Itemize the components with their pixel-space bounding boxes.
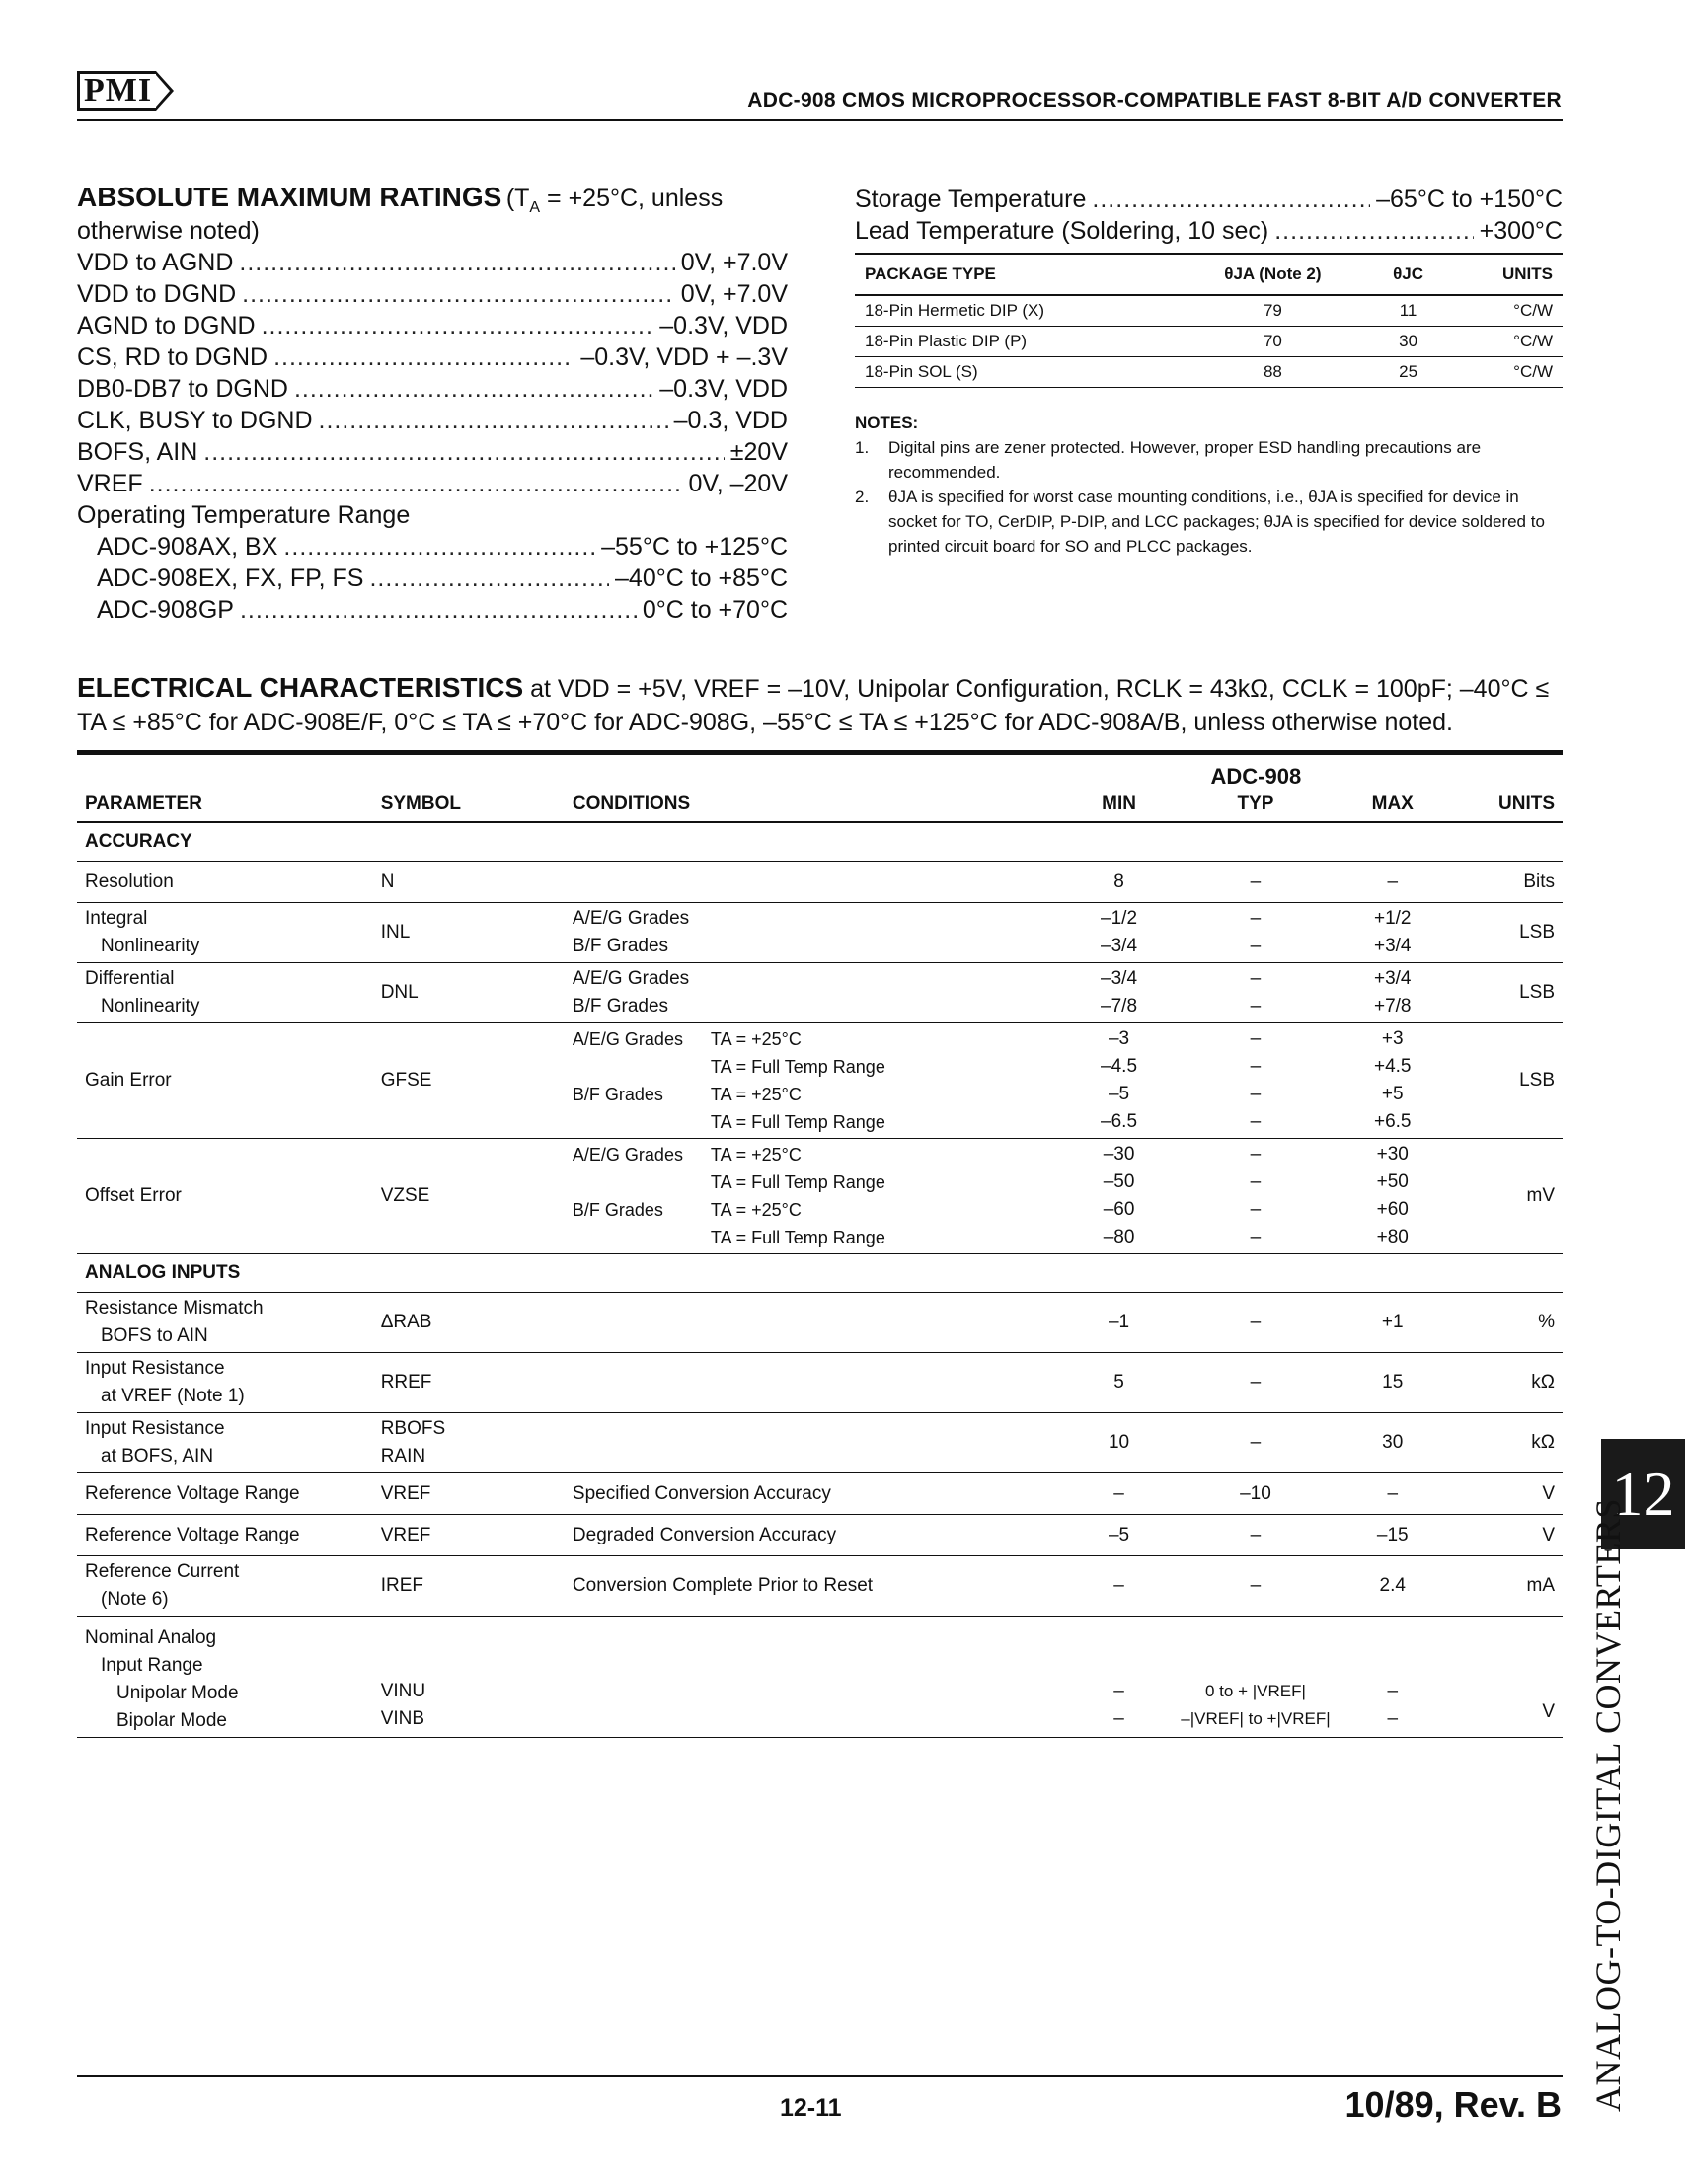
- rating-row: [77, 278, 788, 310]
- section-side-title: ANALOG-TO-DIGITAL CONVERTERS: [1588, 1498, 1628, 2112]
- table-row: [77, 1556, 1563, 1617]
- temp-condition: TA = Full Temp Range: [710, 1172, 885, 1192]
- param: Input Resistance: [85, 1418, 225, 1439]
- min: –: [1065, 1556, 1173, 1617]
- symbol: IREF: [373, 1556, 565, 1617]
- rating-row: [77, 436, 788, 468]
- temp-condition: TA = Full Temp Range: [710, 1228, 885, 1247]
- min: –5: [1108, 1084, 1130, 1104]
- note-text: Digital pins are zener protected. However, proper ESD handling precautions are recommended.: [888, 438, 1482, 482]
- pkg-units: °C/W: [1449, 357, 1563, 388]
- pkg-ja: 70: [1179, 327, 1368, 357]
- min: –50: [1103, 1171, 1135, 1192]
- min: –: [1065, 1473, 1173, 1515]
- min: –3/4: [1101, 936, 1138, 956]
- max: –: [1339, 862, 1447, 903]
- temp-condition: TA = +25°C: [710, 1029, 802, 1049]
- condition: B/F Grades: [572, 996, 669, 1017]
- group-adc-908: ADC-908: [1210, 764, 1302, 789]
- typ: –: [1250, 968, 1262, 989]
- symbol: ΔRAB: [373, 1293, 565, 1353]
- col-symbol: SYMBOL: [373, 791, 565, 822]
- pkg-ja: 79: [1179, 295, 1368, 327]
- typ: –: [1250, 1056, 1262, 1077]
- param-cont: BOFS to AIN: [101, 1325, 208, 1346]
- notes: [855, 411, 1563, 559]
- max: +6.5: [1373, 1111, 1412, 1132]
- header-rule: [77, 119, 1563, 121]
- typ: –: [1173, 862, 1338, 903]
- temp-condition: TA = Full Temp Range: [710, 1057, 885, 1077]
- table-row: [855, 327, 1563, 357]
- condition: Conversion Complete Prior to Reset: [565, 1556, 1065, 1617]
- revision: 10/89, Rev. B: [1344, 2084, 1562, 2125]
- rating-row: [77, 563, 788, 594]
- typ: 0 to + |VREF|: [1205, 1682, 1306, 1700]
- min: –: [1113, 1708, 1124, 1729]
- max: +80: [1376, 1227, 1409, 1247]
- table-row: [77, 1293, 1563, 1353]
- max: +1: [1339, 1293, 1447, 1353]
- max: –: [1339, 1473, 1447, 1515]
- param-cont: Nonlinearity: [101, 936, 200, 956]
- col-units: UNITS: [1447, 791, 1563, 822]
- rating-row: [77, 594, 788, 626]
- param: Resistance Mismatch: [85, 1298, 264, 1318]
- min: –80: [1103, 1227, 1135, 1247]
- electrical-table: [77, 760, 1563, 1738]
- pmi-logo: PMI: [77, 71, 156, 111]
- typ: –: [1250, 1227, 1262, 1247]
- max: +3: [1381, 1028, 1404, 1049]
- category-accuracy: ACCURACY: [77, 822, 1563, 862]
- param: Input Resistance: [85, 1358, 225, 1379]
- max: +4.5: [1373, 1056, 1412, 1077]
- units: mV: [1447, 1139, 1563, 1254]
- typ: –: [1173, 1515, 1338, 1556]
- param: Offset Error: [77, 1139, 373, 1254]
- pkg-jc: 25: [1367, 357, 1449, 388]
- temp-condition: TA = +25°C: [710, 1145, 802, 1165]
- typ: –10: [1173, 1473, 1338, 1515]
- units: mA: [1447, 1556, 1563, 1617]
- rating-row: [77, 247, 788, 278]
- pkg-jc: 11: [1367, 295, 1449, 327]
- rating-row: [77, 405, 788, 436]
- table-row: [855, 295, 1563, 327]
- pkg-type: 18-Pin Hermetic DIP (X): [855, 295, 1179, 327]
- param-cont: Bipolar Mode: [116, 1710, 227, 1731]
- typ: –: [1250, 1028, 1262, 1049]
- condition: Degraded Conversion Accuracy: [565, 1515, 1065, 1556]
- rating-label: CS, RD to DGND: [77, 343, 268, 371]
- typ: –: [1250, 908, 1262, 929]
- condition: A/E/G Grades: [572, 908, 690, 929]
- param-cont: at BOFS, AIN: [101, 1446, 214, 1467]
- col-package-type: PACKAGE TYPE: [855, 254, 1179, 295]
- temp-condition: TA = +25°C: [710, 1200, 802, 1220]
- min: 5: [1065, 1353, 1173, 1413]
- temp-condition: TA = Full Temp Range: [710, 1112, 885, 1132]
- condition: B/F Grades: [572, 936, 669, 956]
- table-row: [77, 963, 1563, 1023]
- rating-row: [77, 531, 788, 563]
- rating-label: ADC-908GP: [97, 596, 234, 624]
- op-range-label: Operating Temperature Range: [77, 501, 411, 529]
- abs-max-list: [77, 247, 788, 626]
- note-number: 1.: [855, 438, 870, 457]
- min: –3/4: [1101, 968, 1138, 989]
- typ: –: [1173, 1353, 1338, 1413]
- rating-row: [855, 215, 1563, 247]
- param: Differential: [85, 968, 175, 989]
- param-cont: at VREF (Note 1): [101, 1386, 245, 1406]
- rating-value: –55°C to +125°C: [601, 533, 788, 561]
- grade: B/F Grades: [572, 1085, 663, 1104]
- page-number: 12-11: [780, 2094, 842, 2122]
- param: Integral: [85, 908, 148, 929]
- typ: –: [1250, 1144, 1262, 1165]
- abs-max-heading: [77, 182, 788, 246]
- note-number: 2.: [855, 488, 870, 506]
- storage-lead-temps: [855, 184, 1563, 247]
- param: Gain Error: [77, 1023, 373, 1139]
- table-row: [77, 1515, 1563, 1556]
- param-cont: (Note 6): [101, 1589, 169, 1610]
- min: –5: [1065, 1515, 1173, 1556]
- units: kΩ: [1447, 1413, 1563, 1473]
- typ: –: [1173, 1413, 1338, 1473]
- footer-rule: [77, 2075, 1563, 2077]
- symbol: INL: [373, 903, 565, 963]
- param: Reference Voltage Range: [77, 1515, 373, 1556]
- max: –: [1387, 1708, 1399, 1729]
- grade: A/E/G Grades: [572, 1029, 683, 1049]
- max: +50: [1376, 1171, 1409, 1192]
- units: kΩ: [1447, 1353, 1563, 1413]
- rating-value: +300°C: [1479, 217, 1563, 245]
- elec-conditions-2: TA ≤ +85°C for ADC-908E/F, 0°C ≤ TA ≤ +70°C for ADC-908G, –55°C ≤ TA ≤ +125°C for ADC-908A/B, unless otherwise noted.: [77, 709, 1454, 736]
- section-tab: 12: [1601, 1439, 1685, 1549]
- symbol: VZSE: [373, 1139, 565, 1254]
- rating-value: ±20V: [729, 438, 788, 466]
- elec-top-rule: [77, 750, 1563, 755]
- rating-label: VDD to AGND: [77, 249, 234, 276]
- param: Reference Current: [85, 1561, 240, 1582]
- rating-row: [855, 184, 1563, 215]
- rating-label: ADC-908EX, FX, FP, FS: [97, 565, 364, 592]
- table-row: [77, 1473, 1563, 1515]
- grade: A/E/G Grades: [572, 1145, 683, 1165]
- symbol: VREF: [373, 1515, 565, 1556]
- typ: –: [1250, 1199, 1262, 1220]
- col-max: MAX: [1339, 791, 1447, 822]
- max: +3/4: [1373, 936, 1412, 956]
- rating-label: Storage Temperature: [855, 186, 1087, 213]
- typ: –: [1173, 1556, 1338, 1617]
- symbol: VREF: [373, 1473, 565, 1515]
- package-header-row: [855, 254, 1563, 295]
- pkg-units: °C/W: [1449, 295, 1563, 327]
- typ: –: [1250, 1111, 1262, 1132]
- rating-value: 0V, +7.0V: [680, 280, 788, 308]
- rating-label: VDD to DGND: [77, 280, 237, 308]
- rating-value: 0V, +7.0V: [680, 249, 788, 276]
- package-table: [855, 253, 1563, 388]
- elec-conditions-1: at VDD = +5V, VREF = –10V, Unipolar Configuration, RCLK = 43kΩ, CCLK = 100pF; –40°C ≤: [530, 675, 1550, 703]
- rating-value: 0V, –20V: [688, 470, 788, 497]
- rating-label: CLK, BUSY to DGND: [77, 407, 313, 434]
- symbol: VINU: [380, 1681, 426, 1701]
- pkg-ja: 88: [1179, 357, 1368, 388]
- rating-label: AGND to DGND: [77, 312, 256, 339]
- max: 30: [1339, 1413, 1447, 1473]
- max: +5: [1381, 1084, 1404, 1104]
- col-theta-ja: θJA (Note 2): [1179, 254, 1368, 295]
- rating-label: ADC-908AX, BX: [97, 533, 278, 561]
- col-parameter: PARAMETER: [77, 791, 373, 822]
- rating-value: –65°C to +150°C: [1376, 186, 1563, 213]
- units: V: [1447, 1617, 1563, 1738]
- group-header-row: [77, 760, 1563, 791]
- units: %: [1447, 1293, 1563, 1353]
- min: –6.5: [1101, 1111, 1138, 1132]
- table-row: [77, 903, 1563, 963]
- min: –1/2: [1101, 908, 1138, 929]
- typ: –: [1173, 1293, 1338, 1353]
- col-typ: TYP: [1173, 791, 1338, 822]
- min: –1: [1065, 1293, 1173, 1353]
- grade: B/F Grades: [572, 1200, 663, 1220]
- min: –30: [1103, 1144, 1135, 1165]
- col-min: MIN: [1065, 791, 1173, 822]
- max: –15: [1339, 1515, 1447, 1556]
- typ: –: [1250, 1171, 1262, 1192]
- typ: –|VREF| to +|VREF|: [1181, 1709, 1331, 1728]
- elec-heading: [77, 671, 1568, 739]
- category-row: [77, 822, 1563, 862]
- param: Reference Voltage Range: [77, 1473, 373, 1515]
- category-analog-inputs: ANALOG INPUTS: [77, 1254, 1563, 1293]
- units: V: [1447, 1515, 1563, 1556]
- note-item: [855, 485, 1563, 559]
- typ: –: [1250, 936, 1262, 956]
- symbol: RREF: [373, 1353, 565, 1413]
- pkg-type: 18-Pin Plastic DIP (P): [855, 327, 1179, 357]
- param-cont: Nonlinearity: [101, 996, 200, 1017]
- pkg-units: °C/W: [1449, 327, 1563, 357]
- rating-value: –0.3, VDD: [673, 407, 788, 434]
- pkg-jc: 30: [1367, 327, 1449, 357]
- symbol: DNL: [373, 963, 565, 1023]
- min: 10: [1065, 1413, 1173, 1473]
- symbol: RAIN: [380, 1446, 426, 1467]
- units: V: [1447, 1473, 1563, 1515]
- condition: Specified Conversion Accuracy: [565, 1473, 1065, 1515]
- units: Bits: [1447, 862, 1563, 903]
- col-conditions: CONDITIONS: [565, 791, 1065, 822]
- abs-max-cond-sub: A: [529, 199, 541, 216]
- rating-value: –0.3V, VDD: [659, 312, 788, 339]
- pkg-type: 18-Pin SOL (S): [855, 357, 1179, 388]
- max: +30: [1376, 1144, 1409, 1165]
- rating-label: VREF: [77, 470, 143, 497]
- rating-row: [77, 341, 788, 373]
- min: 8: [1065, 862, 1173, 903]
- units: LSB: [1447, 903, 1563, 963]
- param-cont: Unipolar Mode: [116, 1683, 239, 1703]
- symbol: VINB: [380, 1708, 425, 1729]
- table-row: [77, 1023, 1563, 1139]
- max: –: [1387, 1681, 1399, 1701]
- rating-label: Lead Temperature (Soldering, 10 sec): [855, 217, 1269, 245]
- category-row: [77, 1254, 1563, 1293]
- max: 2.4: [1339, 1556, 1447, 1617]
- min: –4.5: [1101, 1056, 1138, 1077]
- rating-value: –0.3V, VDD: [659, 375, 788, 403]
- table-row: [77, 1353, 1563, 1413]
- column-header-row: [77, 791, 1563, 822]
- max: +1/2: [1373, 908, 1412, 929]
- max: +60: [1376, 1199, 1409, 1220]
- rating-value: –0.3V, VDD + –.3V: [580, 343, 788, 371]
- rating-row: [77, 468, 788, 499]
- param: Nominal Analog: [85, 1627, 217, 1648]
- min: –3: [1108, 1028, 1130, 1049]
- min: –: [1113, 1681, 1124, 1701]
- note-item: [855, 435, 1563, 485]
- min: –7/8: [1101, 996, 1138, 1017]
- header-title: ADC-908 CMOS MICROPROCESSOR-COMPATIBLE FAST 8-BIT A/D CONVERTER: [747, 89, 1562, 112]
- table-row: [77, 1413, 1563, 1473]
- condition: A/E/G Grades: [572, 968, 690, 989]
- symbol: RBOFS: [380, 1418, 446, 1439]
- rating-value: –40°C to +85°C: [615, 565, 788, 592]
- table-row: [77, 1617, 1563, 1738]
- rating-value: 0°C to +70°C: [642, 596, 788, 624]
- max: +3/4: [1373, 968, 1412, 989]
- rating-label: BOFS, AIN: [77, 438, 198, 466]
- typ: –: [1250, 1084, 1262, 1104]
- elec-title: ELECTRICAL CHARACTERISTICS: [77, 672, 524, 703]
- table-row: [77, 862, 1563, 903]
- max: 15: [1339, 1353, 1447, 1413]
- col-theta-jc: θJC: [1367, 254, 1449, 295]
- typ: –: [1250, 996, 1262, 1017]
- col-units: UNITS: [1449, 254, 1563, 295]
- units: LSB: [1447, 963, 1563, 1023]
- rating-label: DB0-DB7 to DGND: [77, 375, 288, 403]
- param-cont: Input Range: [101, 1655, 203, 1676]
- param: Resolution: [77, 862, 373, 903]
- abs-max-title: ABSOLUTE MAXIMUM RATINGS: [77, 182, 502, 212]
- symbol: N: [373, 862, 565, 903]
- temp-condition: TA = +25°C: [710, 1085, 802, 1104]
- symbol: GFSE: [373, 1023, 565, 1139]
- note-text: θJA is specified for worst case mounting conditions, i.e., θJA is specified for device in socket for TO, CerDIP, P-DIP, and LCC packages; θJA is specified for device soldered to printed circuit board for SO and PLCC packages.: [888, 488, 1545, 556]
- min: –60: [1103, 1199, 1135, 1220]
- abs-max-cond-post: = +25°C, unless: [540, 185, 724, 212]
- max: +7/8: [1373, 996, 1412, 1017]
- rating-row: [77, 373, 788, 405]
- table-row: [855, 357, 1563, 388]
- units: LSB: [1447, 1023, 1563, 1139]
- notes-title: NOTES:: [855, 414, 919, 432]
- table-row: [77, 1139, 1563, 1254]
- abs-max-cond-line2: otherwise noted): [77, 217, 260, 245]
- abs-max-cond-pre: (T: [505, 185, 530, 212]
- rating-row: [77, 310, 788, 341]
